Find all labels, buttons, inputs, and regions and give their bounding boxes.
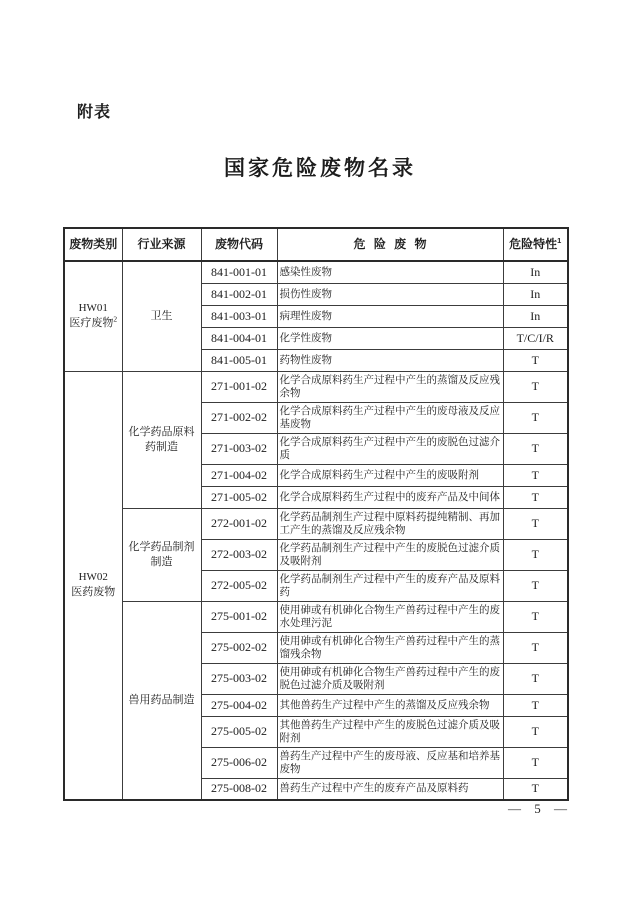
header-hazard-property: 危险特性$^1$ bbox=[503, 228, 568, 261]
code-cell: 275-006-02 bbox=[201, 747, 277, 778]
hazard-cell: T bbox=[503, 402, 568, 433]
hazard-cell: T/C/I/R bbox=[503, 327, 568, 349]
industry-cell: 卫生 bbox=[122, 261, 201, 371]
header-hazardous-waste: 危 险 废 物 bbox=[277, 228, 503, 261]
header-footnote-mark: 1 bbox=[557, 236, 562, 245]
table-row bbox=[64, 508, 568, 539]
hazard-cell: In bbox=[503, 261, 568, 283]
waste-cell: 化学合成原料药生产过程中产生的废母液及反应基废物 bbox=[277, 402, 503, 433]
code-cell: 271-003-02 bbox=[201, 433, 277, 464]
hazard-cell: T bbox=[503, 632, 568, 663]
hazard-cell: T bbox=[503, 570, 568, 601]
code-cell: 272-001-02 bbox=[201, 508, 277, 539]
hazard-cell: T bbox=[503, 349, 568, 371]
table-header-row bbox=[64, 228, 568, 261]
document-title: 国家危险废物名录 bbox=[224, 156, 416, 180]
waste-cell: 化学药品制剂生产过程中产生的废弃产品及原料药 bbox=[277, 570, 503, 601]
annex-label: 附表 bbox=[77, 104, 112, 121]
waste-table-body bbox=[64, 261, 568, 800]
code-cell: 841-004-01 bbox=[201, 327, 277, 349]
waste-cell: 化学药品制剂生产过程中产生的废脱色过滤介质及吸附剂 bbox=[277, 539, 503, 570]
waste-cell: 使用砷或有机砷化合物生产兽药过程中产生的废脱色过滤介质及吸附剂 bbox=[277, 663, 503, 694]
hazard-cell: T bbox=[503, 508, 568, 539]
category-name: 医疗废物$^2$ bbox=[69, 314, 118, 330]
hazard-cell: T bbox=[503, 371, 568, 402]
code-cell: 271-004-02 bbox=[201, 464, 277, 486]
waste-cell: 药物性废物 bbox=[277, 349, 503, 371]
table-row bbox=[64, 601, 568, 632]
industry-cell: 兽用药品制造 bbox=[122, 601, 201, 800]
hazard-cell: In bbox=[503, 305, 568, 327]
hazard-cell: T bbox=[503, 778, 568, 800]
waste-cell: 感染性废物 bbox=[277, 261, 503, 283]
code-cell: 271-001-02 bbox=[201, 371, 277, 402]
waste-cell: 化学性废物 bbox=[277, 327, 503, 349]
waste-cell: 化学合成原料药生产过程中的废弃产品及中间体 bbox=[277, 486, 503, 508]
code-cell: 841-001-01 bbox=[201, 261, 277, 283]
code-cell: 275-002-02 bbox=[201, 632, 277, 663]
category-name: 医药废物 bbox=[71, 586, 116, 599]
category-cell bbox=[64, 261, 122, 371]
waste-cell: 兽药生产过程中产生的废母液、反应基和培养基废物 bbox=[277, 747, 503, 778]
waste-cell: 兽药生产过程中产生的废弃产品及原料药 bbox=[277, 778, 503, 800]
code-cell: 275-005-02 bbox=[201, 716, 277, 747]
waste-cell: 其他兽药生产过程中产生的蒸馏及反应残余物 bbox=[277, 694, 503, 716]
category-cell bbox=[64, 371, 122, 800]
hazard-cell: T bbox=[503, 433, 568, 464]
waste-cell: 使用砷或有机砷化合物生产兽药过程中产生的蒸馏残余物 bbox=[277, 632, 503, 663]
hazard-cell: T bbox=[503, 486, 568, 508]
code-cell: 275-008-02 bbox=[201, 778, 277, 800]
code-cell: 275-001-02 bbox=[201, 601, 277, 632]
waste-cell: 化学合成原料药生产过程中产生的蒸馏及反应残余物 bbox=[277, 371, 503, 402]
hazard-cell: T bbox=[503, 716, 568, 747]
industry-cell: 化学药品制剂制造 bbox=[122, 508, 201, 601]
waste-table bbox=[63, 227, 569, 801]
page-number: — 5 — bbox=[508, 801, 567, 816]
code-cell: 272-003-02 bbox=[201, 539, 277, 570]
waste-cell: 化学合成原料药生产过程中产生的废脱色过滤介质 bbox=[277, 433, 503, 464]
category-code: HW02 bbox=[78, 571, 108, 584]
industry-cell: 化学药品原料药制造 bbox=[122, 371, 201, 508]
waste-cell: 使用砷或有机砷化合物生产兽药过程中产生的废水处理污泥 bbox=[277, 601, 503, 632]
waste-cell: 损伤性废物 bbox=[277, 283, 503, 305]
code-cell: 271-002-02 bbox=[201, 402, 277, 433]
table-row bbox=[64, 261, 568, 283]
waste-cell: 病理性废物 bbox=[277, 305, 503, 327]
code-cell: 275-003-02 bbox=[201, 663, 277, 694]
code-cell: 275-004-02 bbox=[201, 694, 277, 716]
waste-table-container bbox=[63, 227, 569, 801]
header-waste-category: 废物类别 bbox=[64, 228, 122, 261]
hazard-cell: T bbox=[503, 747, 568, 778]
hazard-cell: T bbox=[503, 694, 568, 716]
waste-cell: 化学药品制剂生产过程中原料药提纯精制、再加工产生的蒸馏及反应残余物 bbox=[277, 508, 503, 539]
waste-cell: 化学合成原料药生产过程中产生的废吸附剂 bbox=[277, 464, 503, 486]
table-row bbox=[64, 371, 568, 402]
hazard-cell: T bbox=[503, 663, 568, 694]
header-waste-code: 废物代码 bbox=[201, 228, 277, 261]
code-cell: 841-002-01 bbox=[201, 283, 277, 305]
category-footnote-mark: 2 bbox=[113, 314, 118, 324]
header-industry-source: 行业来源 bbox=[122, 228, 201, 261]
hazard-cell: In bbox=[503, 283, 568, 305]
hazard-cell: T bbox=[503, 539, 568, 570]
code-cell: 272-005-02 bbox=[201, 570, 277, 601]
code-cell: 841-005-01 bbox=[201, 349, 277, 371]
code-cell: 271-005-02 bbox=[201, 486, 277, 508]
code-cell: 841-003-01 bbox=[201, 305, 277, 327]
hazard-cell: T bbox=[503, 464, 568, 486]
category-code: HW01 bbox=[78, 302, 108, 315]
hazard-cell: T bbox=[503, 601, 568, 632]
waste-cell: 其他兽药生产过程中产生的废脱色过滤介质及吸附剂 bbox=[277, 716, 503, 747]
